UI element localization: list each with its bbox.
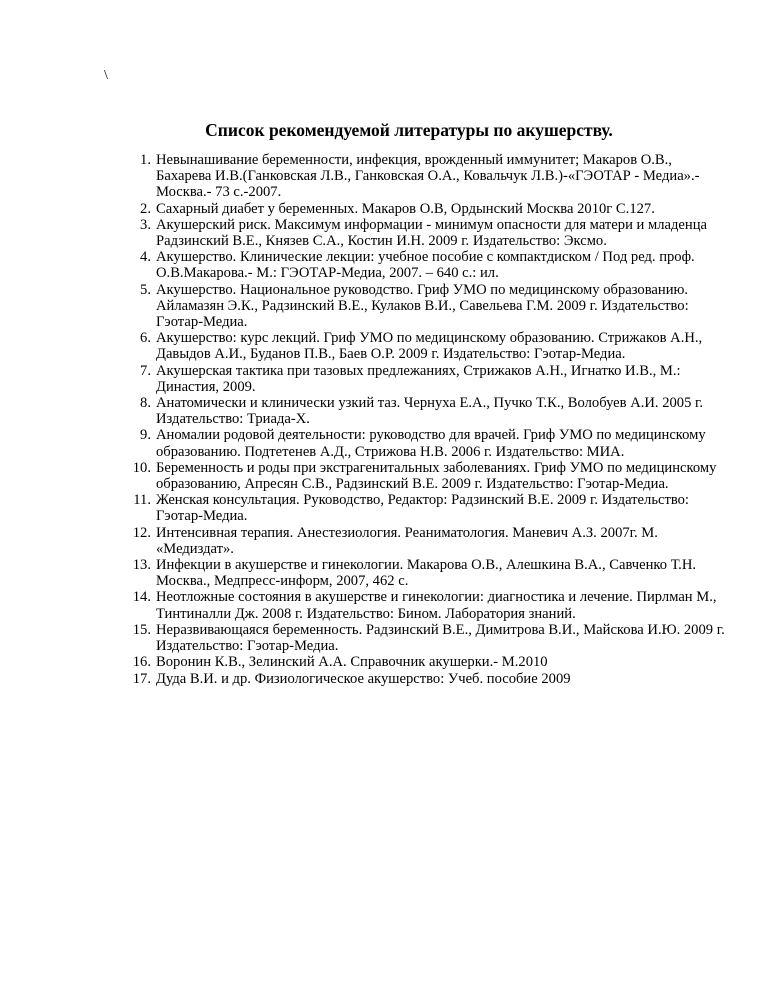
list-item-text: Беременность и роды при экстрагенитальных заболеваниях. Гриф УМО по медицинскому образованию, Апресян С.В., Радзинский В.Е. 2009 г. Издательство: Гэотар-Медиа.	[156, 459, 717, 493]
list-item-text: Женская консультация. Руководство, Редактор: Радзинский В.Е. 2009 г. Издательство: Гэотар-Медиа.	[156, 492, 689, 525]
list-item-number: 13.	[132, 557, 151, 574]
list-item-number: 8.	[140, 395, 151, 412]
list-item-text: Аномалии родовой деятельности: руководство для врачей. Гриф УМО по медицинскому образованию. Подтетенев А.Д., Стрижова Н.В. 2006 г. Издательство: МИА.	[156, 427, 706, 460]
list-item	[140, 200, 726, 217]
list-item-text: Акушерский риск. Максимум информации - минимум опасности для матери и младенца Радзинский В.Е., Князев С.А., Костин И.Н. 2009 г. Издательство: Эксмо.	[156, 216, 707, 250]
page-title: Список рекомендуемой литературы по акушерству.	[205, 120, 613, 140]
list-item	[140, 152, 726, 201]
list-item-number: 4.	[140, 249, 151, 266]
list-item-text: Инфекции в акушерстве и гинекологии. Макарова О.В., Алешкина В.А., Савченко Т.Н. Москва., Медпресс-информ, 2007, 462 с.	[156, 557, 697, 590]
list-item-number: 17.	[132, 670, 151, 687]
list-item	[132, 459, 726, 493]
list-item-number: 5.	[140, 281, 151, 298]
list-item-number: 15.	[132, 621, 151, 638]
list-item-number: 16.	[132, 654, 151, 671]
list-item-number: 6.	[140, 330, 151, 347]
list-item-text: Неотложные состояния в акушерстве и гинекологии: диагностика и лечение. Пирлман М., Тинтиналли Дж. 2008 г. Издательство: Бином. Лаборатория знаний.	[156, 589, 717, 622]
list-item-text: Анатомически и клинически узкий таз. Чернуха Е.А., Пучко Т.К., Волобуев А.И. 2005 г. Издательство: Триада-Х.	[156, 395, 704, 428]
list-item	[140, 249, 726, 282]
list-item	[132, 589, 726, 622]
list-item	[132, 621, 726, 655]
list-item	[133, 492, 726, 525]
list-item-text: Акушерство: курс лекций. Гриф УМО по медицинскому образованию. Стрижаков А.Н., Давыдов А.И., Буданов П.В., Баев О.Р. 2009 г. Издательство: Гэотар-Медиа.	[156, 330, 703, 363]
list-item-text: Акушерство. Клинические лекции: учебное пособие с компактдиском / Под ред. проф. О.В.Макарова.- М.: ГЭОТАР-Медиа, 2007. – 640 с.: ил.	[156, 249, 695, 282]
stray-backslash-mark: \	[104, 68, 108, 83]
list-item-text: Воронин К.В., Зелинский А.А. Справочник акушерки.- М.2010	[156, 654, 548, 671]
list-item-number: 2.	[140, 200, 151, 217]
list-item	[140, 395, 726, 428]
list-item	[132, 670, 726, 687]
list-item-text: Акушерская тактика при тазовых предлежаниях, Стрижаков А.Н., Игнатко И.В., М.: Династия, 2009.	[156, 362, 681, 395]
reference-list	[132, 152, 726, 687]
list-item	[140, 330, 726, 363]
list-item-number: 9.	[140, 427, 151, 444]
list-item	[132, 557, 726, 590]
list-item-text: Дуда В.И. и др. Физиологическое акушерство: Учеб. пособие 2009	[156, 670, 571, 687]
list-item-number: 14.	[132, 589, 151, 606]
list-item-number: 3.	[140, 216, 151, 233]
list-item-text: Интенсивная терапия. Анестезиология. Реаниматология. Маневич А.З. 2007г. М. «Медиздат».	[156, 524, 658, 557]
list-item	[140, 362, 726, 395]
list-item-number: 12.	[132, 524, 151, 541]
list-item	[140, 281, 726, 331]
list-item-number: 11.	[133, 492, 151, 509]
list-item-number: 7.	[140, 362, 151, 379]
list-item	[132, 654, 726, 671]
list-item-text: Сахарный диабет у беременных. Макаров О.В, Ордынский Москва 2010г С.127.	[156, 200, 655, 217]
list-item-text: Невынашивание беременности, инфекция, врожденный иммунитет; Макаров О.В., Бахарева И.В.(Ганковская Л.В., Ганковская О.А., Ковальчук Л.В.)-«ГЭОТАР - Медиа».- Москва.- 73 с.-2007.	[156, 152, 700, 201]
list-item-text: Акушерство. Национальное руководство. Гриф УМО по медицинскому образованию. Айламазян Э.К., Радзинский В.Е., Кулаков В.И., Савельева Г.М. 2009 г. Издательство: Гэотар-Медиа.	[156, 281, 689, 331]
list-item	[132, 524, 726, 557]
list-item-text: Неразвивающаяся беременность. Радзинский В.Е., Димитрова В.И., Майскова И.Ю. 2009 г. Издательство: Гэотар-Медиа.	[156, 621, 725, 655]
list-item-number: 1.	[140, 152, 151, 168]
list-item-number: 10.	[132, 459, 151, 476]
list-item	[140, 216, 726, 250]
list-item	[140, 427, 726, 460]
